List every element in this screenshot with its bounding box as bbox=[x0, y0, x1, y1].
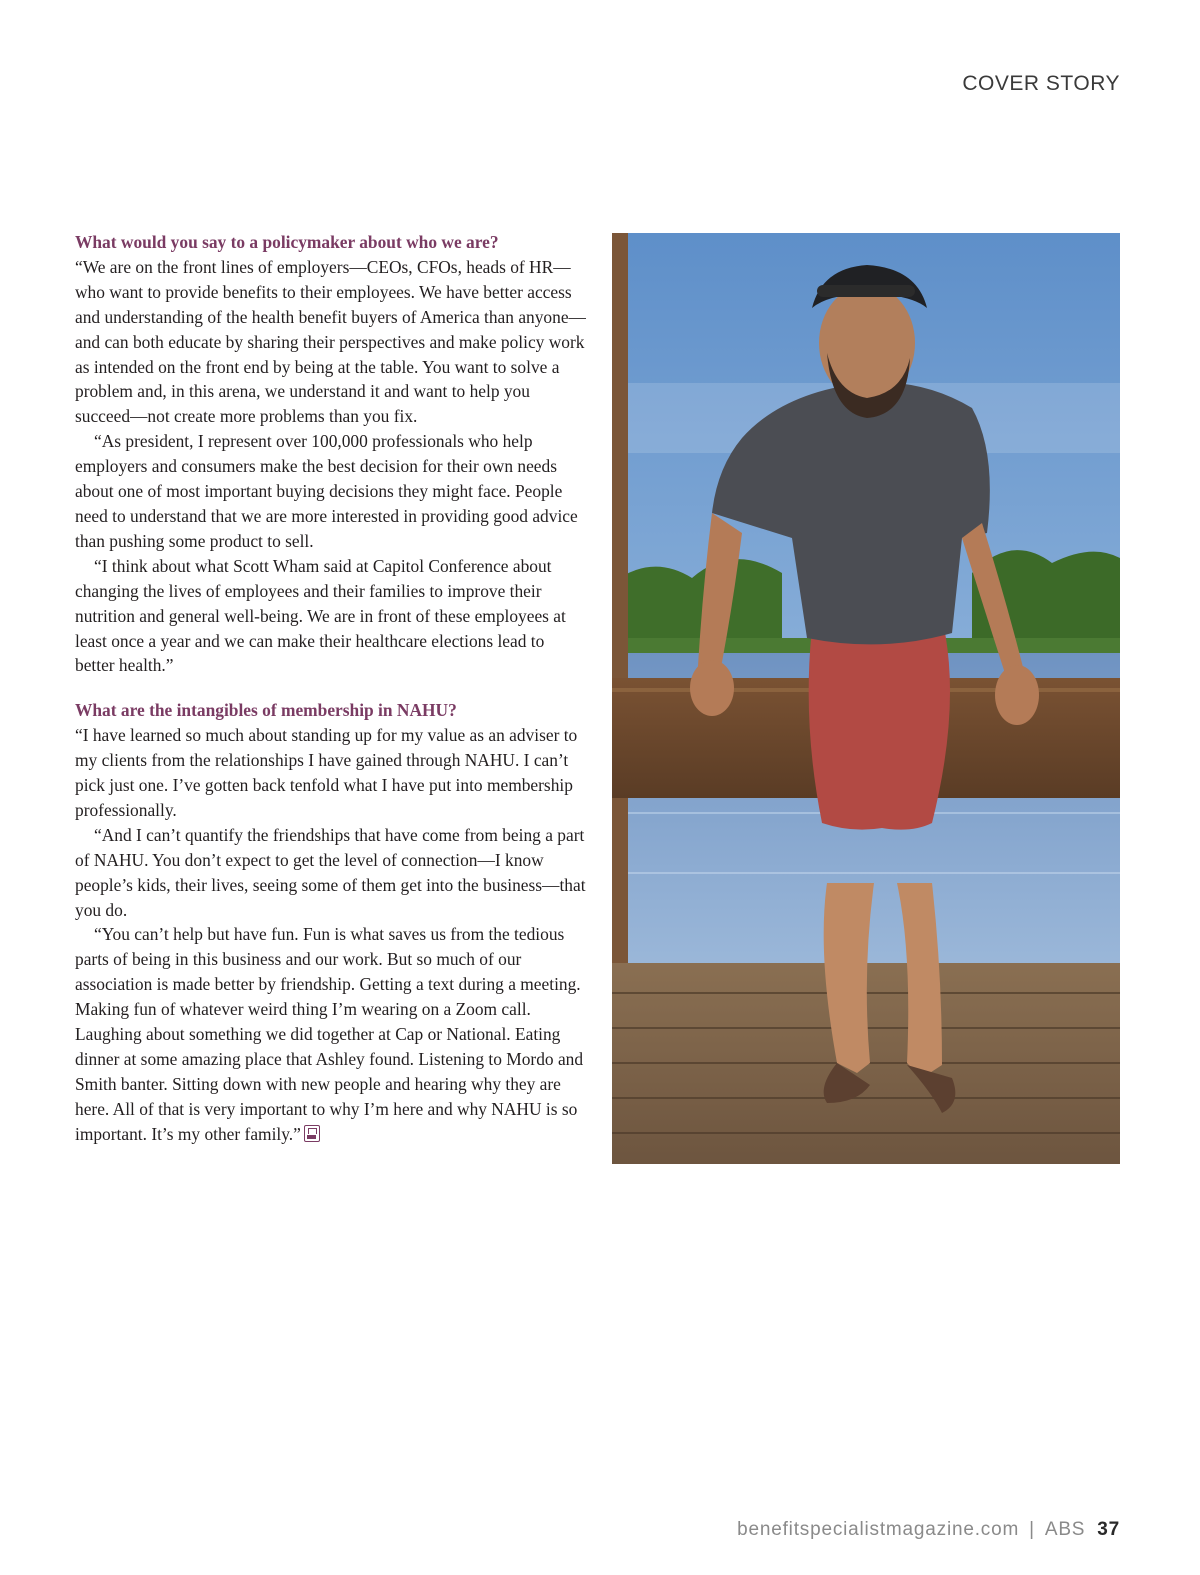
website-url: benefitspecialistmagazine.com bbox=[737, 1519, 1020, 1540]
section-label: COVER STORY bbox=[962, 72, 1120, 95]
answer-paragraph: “As president, I represent over 100,000 professionals who help employers and consumers make the best decision for their own needs about one of most important buying decisions they might face. People need to understand that we are more interested in providing good advice than pushing some product to sell. bbox=[75, 431, 578, 551]
page-number: 37 bbox=[1097, 1519, 1120, 1540]
answer-paragraph: “I think about what Scott Wham said at Capitol Conference about changing the lives of employees and their families to improve their nutrition and general well-being. We are in front of these employees at least once a year and we can make their healthcare elections lead to better health.” bbox=[75, 555, 566, 676]
page-footer bbox=[737, 1519, 1120, 1541]
answer-paragraph: “We are on the front lines of employers—CEOs, CFOs, heads of HR—who want to provide benefits to their employees. We have better access and understanding of the health benefit buyers of America than anyone—and can both educate by sharing their perspectives and make policy work as intended on the front end by being at the table. You want to solve a problem and, in this arena, we understand it and want to help you succeed—not create more problems than you fix. bbox=[75, 256, 586, 427]
publication-name: ABS bbox=[1044, 1519, 1086, 1540]
footer-separator: | bbox=[1029, 1519, 1035, 1540]
answer-text: “You can’t help but have fun. Fun is what saves us from the tedious parts of being in this business and our work. But so much of our association is made better by friendship. Getting a text during a meeting. Making fun of whatever weird thing I’m wearing on a Zoom call. Laughing about something we did together at Cap or National. Eating dinner at some amazing place that Ashley found. Listening to Mordo and Smith banter. Sitting down with new people and hearing why they are here. All of that is very important to why I’m here and why NAHU is so important. It’s my other family.” bbox=[75, 924, 584, 1144]
abs-logo-icon bbox=[304, 1125, 320, 1142]
answer-paragraph: “And I can’t quantify the friendships that have come from being a part of NAHU. You don’t expect to get the level of connection—I know people’s kids, their lives, seeing some of them get into the business—that you do. bbox=[75, 824, 586, 920]
answer-paragraph bbox=[75, 922, 587, 1146]
answer-paragraph: “I have learned so much about standing up for my value as an adviser to my clients from the relationships I have gained through NAHU. I can’t pick just one. I’ve gotten back tenfold what I have put into membership professionally. bbox=[75, 725, 578, 820]
question-heading: What are the intangibles of membership in NAHU? bbox=[75, 700, 457, 721]
man-on-dock-photo bbox=[612, 233, 1120, 1164]
article-body bbox=[75, 230, 587, 1147]
question-heading: What would you say to a policymaker about who we are? bbox=[75, 232, 499, 252]
